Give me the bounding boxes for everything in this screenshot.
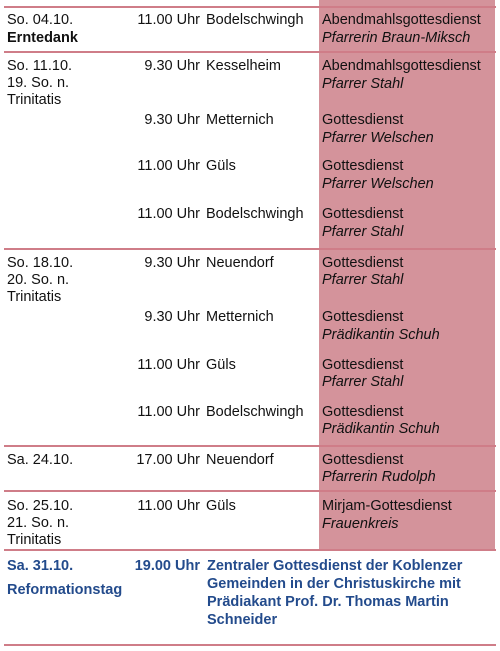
place: Metternich xyxy=(206,309,274,325)
officiant: Pfarrer Stahl xyxy=(322,272,404,288)
officiant: Pfarrerin Braun-Miksch xyxy=(322,30,471,46)
occasion: Trinitatis xyxy=(7,289,62,305)
occasion: Erntedank xyxy=(7,30,78,46)
date: So. 18.10. xyxy=(7,255,74,271)
occasion: Reformationstag xyxy=(7,582,123,598)
date: So. 11.10. xyxy=(7,58,73,74)
time: 11.00 Uhr xyxy=(137,404,200,420)
occasion: 19. So. n. xyxy=(7,75,70,91)
place: Güls xyxy=(206,498,236,514)
time: 9.30 Uhr xyxy=(144,255,200,271)
officiant: Pfarrer Welschen xyxy=(322,176,434,192)
date: So. 25.10. xyxy=(7,498,74,514)
place: Metternich xyxy=(206,112,274,128)
service-type: Gottesdienst xyxy=(322,158,404,174)
place: Güls xyxy=(206,158,236,174)
occasion: 20. So. n. xyxy=(7,272,70,288)
divider xyxy=(4,549,496,551)
place: Neuendorf xyxy=(206,255,274,271)
service-type: Gottesdienst xyxy=(322,206,404,222)
date: Sa. 24.10. xyxy=(7,452,74,468)
officiant: Pfarrer Stahl xyxy=(322,224,404,240)
time: 11.00 Uhr xyxy=(137,158,200,174)
service-type: Mirjam-Gottesdienst xyxy=(322,498,452,514)
service-type: Gottesdienst xyxy=(322,255,404,271)
date: Sa. 31.10. xyxy=(7,558,74,574)
occasion: 21. So. n. xyxy=(7,515,70,531)
divider xyxy=(4,490,496,492)
officiant: Pfarrer Welschen xyxy=(322,130,434,146)
time: 9.30 Uhr xyxy=(144,309,200,325)
divider xyxy=(4,6,496,8)
officiant: Prädikantin Schuh xyxy=(322,421,440,437)
time: 9.30 Uhr xyxy=(144,58,200,74)
service-type: Gottesdienst xyxy=(322,309,404,325)
place: Bodelschwingh xyxy=(206,206,304,222)
divider xyxy=(4,644,496,646)
time: 17.00 Uhr xyxy=(136,452,200,468)
place: Bodelschwingh xyxy=(206,12,304,28)
officiant: Frauenkreis xyxy=(322,516,399,532)
divider xyxy=(4,445,496,447)
time: 9.30 Uhr xyxy=(144,112,200,128)
service-type: Gottesdienst xyxy=(322,404,404,420)
officiant: Prädikantin Schuh xyxy=(322,327,440,343)
service-type: Abendmahlsgottesdienst xyxy=(322,58,481,74)
place: Bodelschwingh xyxy=(206,404,304,420)
occasion: Trinitatis xyxy=(7,92,62,108)
date: So. 04.10. xyxy=(7,12,74,28)
divider xyxy=(4,248,496,250)
time: 11.00 Uhr xyxy=(137,206,200,222)
time: 11.00 Uhr xyxy=(137,357,200,373)
place: Güls xyxy=(206,357,236,373)
officiant: Pfarrer Stahl xyxy=(322,76,404,92)
officiant: Pfarrer Stahl xyxy=(322,374,404,390)
event-description: Zentraler Gottesdienst der Koblenzer Gemeinden in der Christuskirche mit Prädiakant Prof. Dr. Thomas Martin Schneider xyxy=(207,558,463,628)
officiant: Pfarrerin Rudolph xyxy=(322,469,436,485)
service-type: Gottesdienst xyxy=(322,452,404,468)
service-type: Gottesdienst xyxy=(322,112,404,128)
time: 11.00 Uhr xyxy=(137,12,200,28)
service-type: Abendmahlsgottesdienst xyxy=(322,12,481,28)
divider xyxy=(4,51,496,53)
place: Neuendorf xyxy=(206,452,274,468)
occasion: Trinitatis xyxy=(7,532,62,548)
time: 11.00 Uhr xyxy=(137,498,200,514)
service-type: Gottesdienst xyxy=(322,357,404,373)
time: 19.00 Uhr xyxy=(134,558,200,574)
place: Kesselheim xyxy=(206,58,281,74)
